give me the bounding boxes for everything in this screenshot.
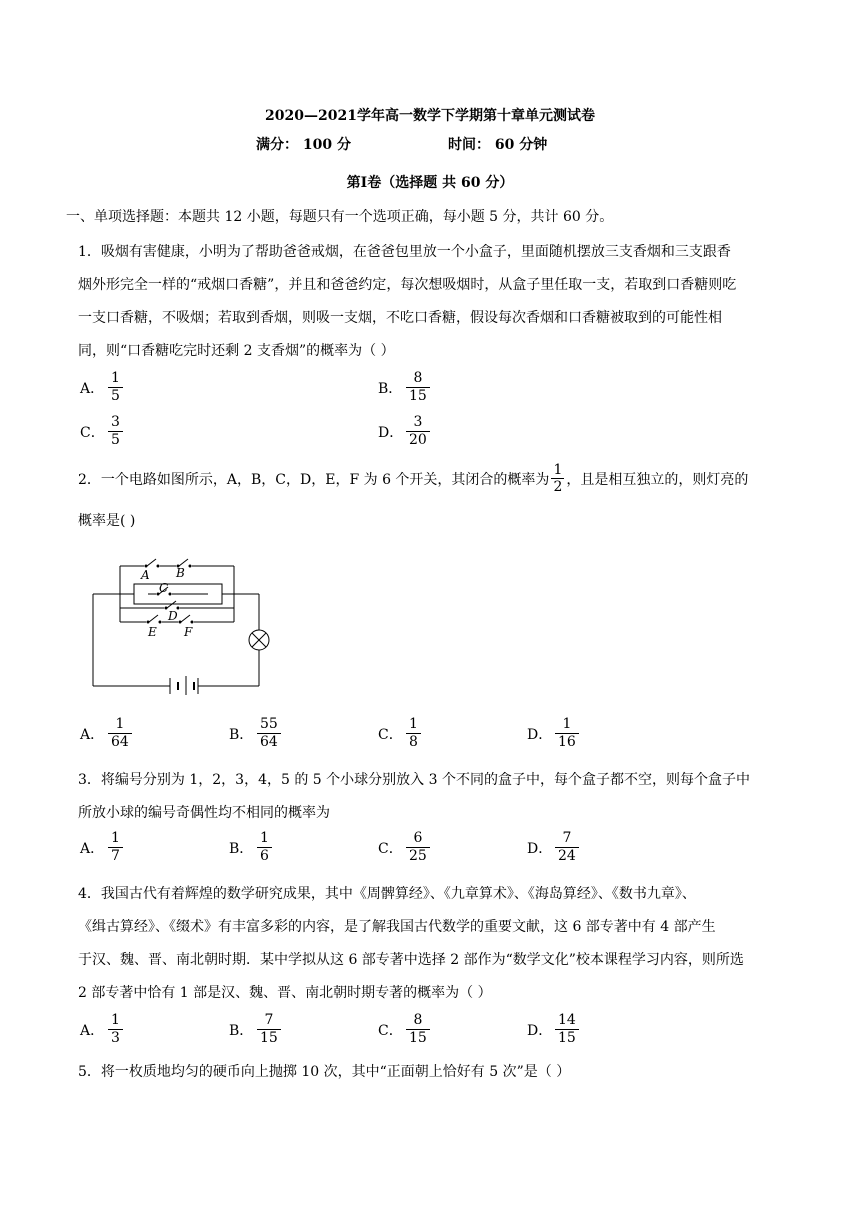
q3-line-1: 3．将编号分别为 1，2，3，4，5 的 5 个小球分别放入 3 个不同的盒子中，每个盒子都不空，则每个盒子中 — [78, 772, 750, 788]
q1-option-a[interactable] — [80, 370, 123, 405]
q3-option-c[interactable] — [378, 830, 430, 865]
option-label: D． — [527, 1022, 553, 1039]
q1-line-3: 一支口香糖，不吸烟；若取到香烟，则吸一支烟，不吃口香糖，假设每次香烟和口香糖被取到的可能性相 — [78, 310, 722, 326]
denominator: 2 — [553, 479, 563, 495]
fraction — [108, 370, 123, 405]
switch-label-c: C — [159, 581, 169, 595]
numerator: 1 — [115, 716, 125, 732]
q2-option-b[interactable] — [229, 716, 281, 751]
switch-label-a: A — [141, 568, 150, 582]
numerator: 7 — [264, 1012, 274, 1028]
q1-option-c[interactable] — [80, 414, 123, 449]
fraction — [257, 1012, 281, 1047]
q4-line-3: 于汉、魏、晋、南北朝时期．某中学拟从这 6 部专著中选择 2 部作为“数学文化”校本课程学习内容，则所选 — [78, 952, 744, 968]
q3-line-2: 所放小球的编号奇偶性均不相同的概率为 — [78, 805, 330, 821]
fraction — [257, 830, 272, 865]
fraction — [555, 1012, 579, 1047]
q2-fraction — [551, 462, 564, 495]
denominator: 16 — [555, 733, 579, 751]
full-score: 满分： 100 分 — [256, 137, 351, 153]
denominator: 20 — [406, 431, 430, 449]
denominator: 64 — [257, 733, 281, 751]
option-label: B． — [378, 380, 403, 397]
circuit-diagram — [88, 550, 278, 695]
fraction — [257, 716, 281, 751]
denominator: 8 — [406, 733, 421, 751]
denominator: 24 — [555, 847, 579, 865]
option-label: B． — [229, 840, 254, 857]
fraction — [406, 716, 421, 751]
option-label: B． — [229, 1022, 254, 1039]
denominator: 15 — [257, 1029, 281, 1047]
section-instructions: 一、单项选择题：本题共 12 小题，每题只有一个选项正确，每小题 5 分，共计 60 分。 — [66, 209, 614, 225]
option-label: A． — [80, 1022, 105, 1039]
denominator: 15 — [555, 1029, 579, 1047]
exam-title: 2020—2021学年高一数学下学期第十章单元测试卷 — [265, 108, 595, 124]
numerator: 1 — [111, 370, 120, 386]
fraction — [406, 370, 430, 405]
numerator: 1 — [111, 830, 120, 846]
fraction — [406, 830, 430, 865]
option-label: D． — [527, 840, 553, 857]
switch-label-d: D — [168, 609, 178, 623]
q2-line-1 — [78, 462, 748, 495]
fraction — [108, 1012, 123, 1047]
q2-line-2: 概率是( ) — [78, 513, 136, 529]
denominator: 6 — [257, 847, 272, 865]
switch-label-e: E — [148, 625, 157, 639]
option-label: B． — [229, 726, 254, 743]
fraction — [108, 716, 132, 751]
numerator: 8 — [413, 370, 423, 386]
numerator: 1 — [562, 716, 572, 732]
q4-option-d[interactable] — [527, 1012, 579, 1047]
numerator: 8 — [413, 1012, 423, 1028]
part-heading: 第Ⅰ卷（选择题 共 60 分） — [346, 175, 514, 191]
numerator: 1 — [260, 830, 269, 846]
fraction — [108, 830, 123, 865]
fraction — [406, 414, 430, 449]
numerator: 14 — [558, 1012, 576, 1028]
option-label: A． — [80, 726, 105, 743]
option-label: C． — [378, 840, 403, 857]
fraction — [108, 414, 123, 449]
q4-option-c[interactable] — [378, 1012, 430, 1047]
q5-line-1: 5．将一枚质地均匀的硬币向上抛掷 10 次，其中“正面朝上恰好有 5 次”是（ ） — [78, 1064, 571, 1080]
q4-line-1: 4．我国古代有着辉煌的数学研究成果，其中《周髀算经》、《九章算术》、《海岛算经》、《数书九章》、 — [78, 886, 696, 902]
switch-label-b: B — [176, 566, 185, 580]
q1-line-1: 1．吸烟有害健康，小明为了帮助爸爸戒烟，在爸爸包里放一个小盒子，里面随机摆放三支香烟和三支跟香 — [78, 244, 731, 260]
q4-line-4: 2 部专著中恰有 1 部是汉、魏、晋、南北朝时期专著的概率为（ ） — [78, 985, 492, 1001]
numerator: 1 — [409, 716, 418, 732]
switch-label-f: F — [184, 625, 193, 639]
q4-option-b[interactable] — [229, 1012, 281, 1047]
denominator: 15 — [406, 1029, 430, 1047]
option-label: A． — [80, 380, 105, 397]
q4-line-2: 《缉古算经》、《缀术》有丰富多彩的内容，是了解我国古代数学的重要文献，这 6 部专著中有 4 部产生 — [78, 919, 716, 935]
option-label: C． — [378, 1022, 403, 1039]
fraction — [555, 830, 579, 865]
denominator: 5 — [108, 431, 123, 449]
q2-option-c[interactable] — [378, 716, 421, 751]
numerator: 1 — [553, 462, 563, 478]
denominator: 25 — [406, 847, 430, 865]
numerator: 3 — [413, 414, 423, 430]
q3-option-d[interactable] — [527, 830, 579, 865]
option-label: C． — [80, 424, 105, 441]
numerator: 55 — [260, 716, 278, 732]
denominator: 3 — [108, 1029, 123, 1047]
denominator: 5 — [108, 387, 123, 405]
numerator: 6 — [413, 830, 423, 846]
q3-option-b[interactable] — [229, 830, 272, 865]
q1-option-d[interactable] — [378, 414, 430, 449]
q1-option-b[interactable] — [378, 370, 430, 405]
fraction — [406, 1012, 430, 1047]
q3-option-a[interactable] — [80, 830, 123, 865]
numerator: 3 — [111, 414, 120, 430]
numerator: 7 — [562, 830, 572, 846]
option-label: C． — [378, 726, 403, 743]
time-limit: 时间： 60 分钟 — [448, 137, 548, 153]
q2-option-a[interactable] — [80, 716, 132, 751]
option-label: D． — [378, 424, 404, 441]
denominator: 7 — [108, 847, 123, 865]
q2-option-d[interactable] — [527, 716, 579, 751]
denominator: 15 — [406, 387, 430, 405]
numerator: 1 — [111, 1012, 120, 1028]
q4-option-a[interactable] — [80, 1012, 123, 1047]
denominator: 64 — [108, 733, 132, 751]
q2-text-b: ，且是相互独立的，则灯亮的 — [566, 471, 749, 488]
option-label: A． — [80, 840, 105, 857]
q2-text-a: 2．一个电路如图所示，A，B，C，D，E，F 为 6 个开关，其闭合的概率为 — [78, 471, 550, 488]
q1-line-4: 同，则“口香糖吃完时还剩 2 支香烟”的概率为（ ） — [78, 343, 395, 359]
option-label: D． — [527, 726, 553, 743]
fraction — [555, 716, 579, 751]
q1-line-2: 烟外形完全一样的“戒烟口香糖”，并且和爸爸约定，每次想吸烟时，从盒子里任取一支，若取到口香糖则吃 — [78, 277, 737, 293]
